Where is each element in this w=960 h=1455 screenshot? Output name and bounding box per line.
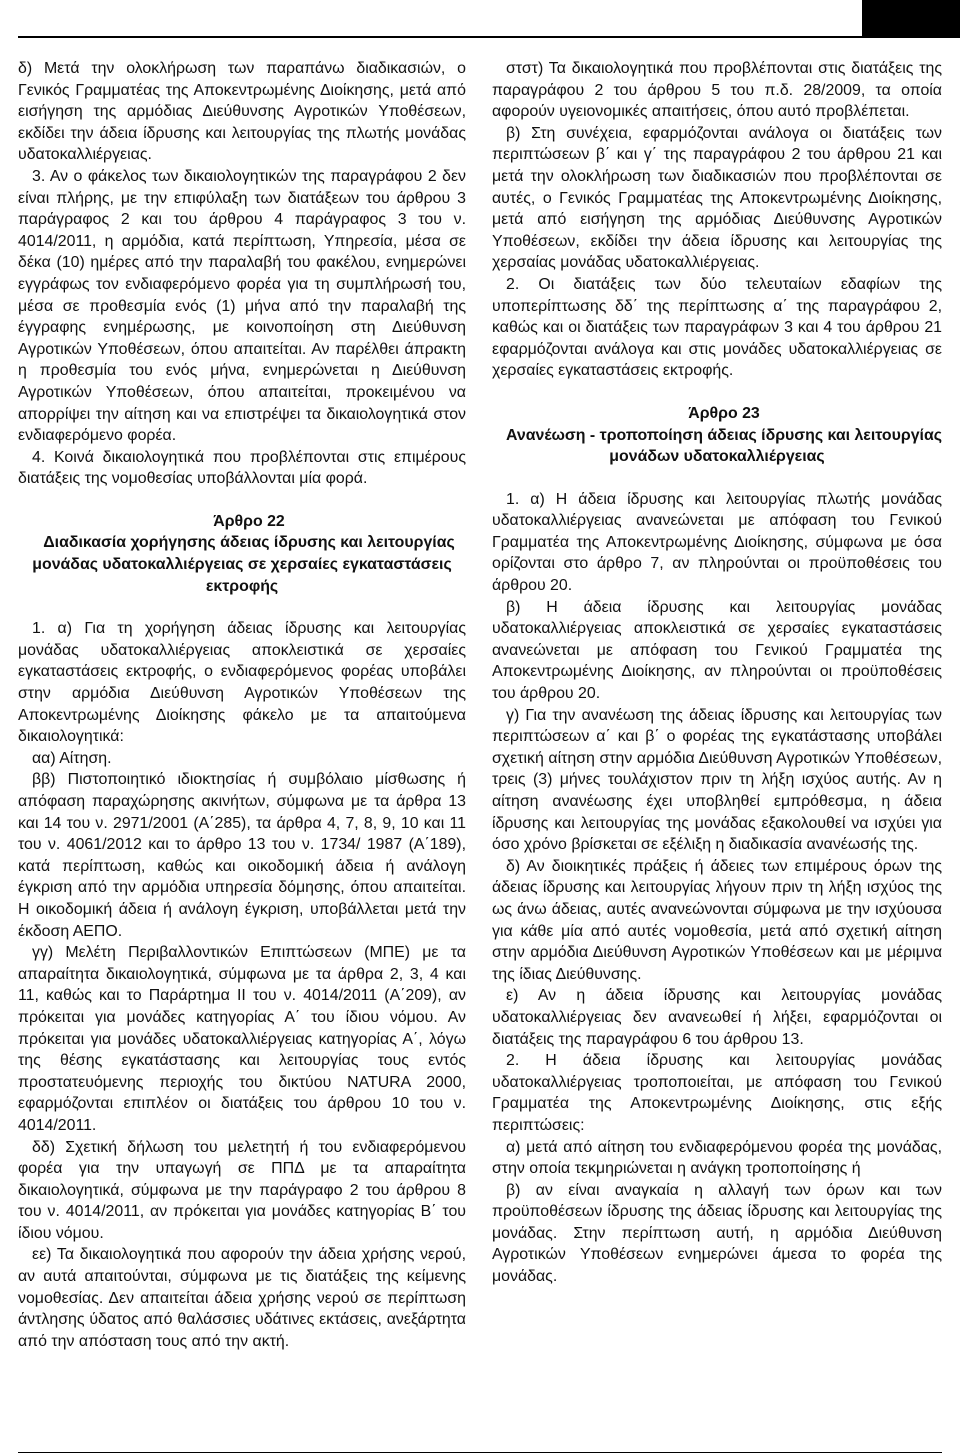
header-rule [18, 36, 922, 38]
paragraph: α) μετά από αίτηση του ενδιαφερόμενου φορέα της μονάδας, στην οποία τεκμηριώνεται η ανάγκη τροποποίησης ή [492, 1138, 942, 1178]
paragraph: εε) Τα δικαιολογητικά που αφορούν την άδεια χρήσης νερού, αν αυτά απαιτούνται, σύμφωνα με τις διατάξεις της κείμενης νομοθεσίας. Δεν απαιτείται άδεια χρήσης νερού σε περίπτωση άντλησης ύδατος από θαλάσσιες υδάτινες εκτάσεις, ανεξάρτητα από την απόσταση τους από την ακτή. [18, 1246, 466, 1350]
paragraph: β) αν είναι αναγκαία η αλλαγή των όρων και των προϋποθέσεων ίδρυσης της άδειας ίδρυσης και λειτουργίας της μονάδας. Στην περίπτωση αυτή, η αρμόδια Διεύθυνση Αγροτικών Υποθέσεων ενημερώνει άμεσα το φορέα της μονάδας. [492, 1181, 942, 1286]
article-22-title: Διαδικασία χορήγησης άδειας ίδρυσης και λειτουργίας μονάδας υδατοκαλλιέργειας σε χερσαίες εγκαταστάσεις εκτροφής [32, 534, 455, 595]
paragraph: 1. α) Η άδεια ίδρυσης και λειτουργίας πλωτής μονάδας υδατοκαλλιέργειας ανανεώνεται με απόφαση του Γενικού Γραμματέα της Αποκεντρωμένης Διοίκησης, σύμφωνα με όσα ορίζονται στο άρθρο 7, αν πληρούνται οι προϋποθέσεις του άρθρου 20. [492, 490, 942, 595]
article-23-number: Άρθρο 23 [688, 404, 760, 422]
paragraph: δ) Μετά την ολοκλήρωση των παραπάνω διαδικασιών, ο Γενικός Γραμματέας της Αποκεντρωμένης Διοίκησης, μετά από εισήγηση της αρμόδιας Διεύθυνσης Αγροτικών Υποθέσεων, εκδίδει την άδεια ίδρυσης και λειτουργίας της πλωτής μονάδας υδατοκαλλιέργειας. [18, 60, 466, 164]
paragraph: δ) Αν διοικητικές πράξεις ή άδειες των επιμέρους όρων της άδειας ίδρυσης και λειτουργίας λήγουν πριν τη λήξη ισχύος της ως άνω άδειας, αυτές ανανεώνονται σύμφωνα με την ισχύουσα για κάθε μία από αυτές νομοθεσία, μετά από σχετική αίτηση στην αρμόδια Διεύθυνση Αγροτικών Υποθέσεων και με μέριμνα της ίδιας Διεύθυνσης. [492, 857, 942, 983]
article-22-number: Άρθρο 22 [213, 512, 285, 530]
paragraph: 4. Κοινά δικαιολογητικά που προβλέπονται στις επιμέρους διατάξεις της νομοθεσίας υποβάλλονται μία φορά. [18, 448, 466, 488]
article-23-title: Ανανέωση - τροποποίηση άδειας ίδρυσης και λειτουργίας μονάδων υδατοκαλλιέργειας [506, 426, 942, 466]
right-column [492, 58, 942, 1288]
paragraph: γγ) Μελέτη Περιβαλλοντικών Επιπτώσεων (ΜΠΕ) με τα απαραίτητα δικαιολογητικά, σύμφωνα με τα άρθρα 2, 3, 4 και 11, καθώς και το Παράρτημα ΙΙ του ν. 4014/2011 (Α΄209), αν πρόκειται για μονάδες κατηγορίας Α΄ του ίδιου νόμου. Αν πρόκειται για μονάδες υδατοκαλλιέργειας κατηγορίας Α΄, λόγω της θέσης εγκατάστασης και λειτουργίας τους εντός προστατευόμενης περιοχής του δικτύου NATURA 2000, εφαρμόζονται επιπλέον οι διατάξεις του άρθρου 10 του ν. 4014/2011. [18, 944, 466, 1134]
paragraph: 2. Η άδεια ίδρυσης και λειτουργίας μονάδας υδατοκαλλιέργειας τροποποιείται, με απόφαση του Γενικού Γραμματέα της Αποκεντρωμένης Διοίκησης, στις εξής περιπτώσεις: [492, 1052, 942, 1134]
footer-rule [18, 1452, 942, 1453]
paragraph: δδ) Σχετική δήλωση του μελετητή ή του ενδιαφερόμενου φορέα για την υπαγωγή σε ΠΠΔ με τα απαραίτητα δικαιολογητικά, σύμφωνα με την παράγραφο 2 του άρθρου 8 του ν. 4014/2011, αν πρόκειται για μονάδες κατηγορίας Β΄ του ίδιου νόμου. [18, 1138, 466, 1242]
page-header [0, 0, 960, 38]
paragraph: 3. Αν ο φάκελος των δικαιολογητικών της παραγράφου 2 δεν είναι πλήρης, με την επιφύλαξη των διατάξεων του άρθρου 3 παράγραφος 2 και του άρθρου 4 παράγραφος 3 του ν. 4014/2011, η αρμόδια, κατά περίπτωση, Υπηρεσία, μέσα σε δέκα (10) ημέρες από την παραλαβή του φακέλου, ενημερώνει εγγράφως τον ενδιαφερόμενο φορέα για τη συμπλήρωσή του, μέσα σε προθεσμία ενός (1) μήνα από την παραλαβή της έγγραφης ενημέρωσης, με κοινοποίηση στη Διεύθυνση Αγροτικών Υποθέσεων, όπου απαιτείται. Αν παρέλθει άπρακτη η προθεσμία του ενός μήνα, ενημερώνεται η Διεύθυνση Αγροτικών Υποθέσεων, όπου απαιτείται, προκειμένου να απορρίψει την αίτηση και να επιστρέψει τα δικαιολογητικά στον ενδιαφερόμενο φορέα. [18, 167, 466, 445]
paragraph: αα) Αίτηση. [32, 749, 112, 767]
header-black-box [862, 0, 960, 38]
paragraph: 2. Οι διατάξεις των δύο τελευταίων εδαφίων της υποπερίπτωσης δδ΄ της περίπτωσης α΄ της παραγράφου 2, καθώς και οι διατάξεις των παραγράφων 3 και 4 του άρθρου 21 εφαρμόζονται ανάλογα και στις μονάδες υδατοκαλλιέργειας σε χερσαίες εγκαταστάσεις εκτροφής. [492, 275, 942, 380]
paragraph: στστ) Τα δικαιολογητικά που προβλέπονται στις διατάξεις της παραγράφου 2 του άρθρου 5 του π.δ. 28/2009, τα οποία αφορούν υγειονομικές απαιτήσεις, όπου αυτό προβλέπεται. [492, 60, 942, 121]
paragraph: 1. α) Για τη χορήγηση άδειας ίδρυσης και λειτουργίας μονάδας υδατοκαλλιέργειας αποκλειστικά σε χερσαίες εγκαταστάσεις εκτροφής, ο ενδιαφερόμενος φορέας υποβάλει στην αρμόδια Διεύθυνση Αγροτικών Υποθέσεων της Αποκεντρωμένης Διοίκησης φάκελο με τα απαιτούμενα δικαιολογητικά: [18, 620, 466, 746]
paragraph: ε) Αν η άδεια ίδρυσης και λειτουργίας μονάδας υδατοκαλλιέργειας δεν ανανεωθεί ή λήξει, εφαρμόζονται οι διατάξεις της παραγράφου 6 του άρθρου 13. [492, 987, 942, 1048]
paragraph: ββ) Πιστοποιητικό ιδιοκτησίας ή συμβόλαιο μίσθωσης ή απόφαση παραχώρησης ακινήτων, σύμφωνα με τα άρθρα 13 και 14 του ν. 2971/2001 (Α΄285), τα άρθρα 4, 7, 8, 9, 10 και 11 του ν. 4061/2012 και το άρθρο 13 του ν. 1734/ 1987 (Α΄189), κατά περίπτωση, καθώς και οικοδομική άδεια ή ανάλογη έγκριση από την αρμόδια υπηρεσία δόμησης, όπου απαιτείται. Η οικοδομική άδεια ή ανάλογη έγκριση, υποβάλλεται μετά την έκδοση ΑΕΠΟ. [18, 771, 466, 940]
paragraph: β) Η άδεια ίδρυσης και λειτουργίας μονάδας υδατοκαλλιέργειας αποκλειστικά σε χερσαίες εγκαταστάσεις ανανεώνεται με απόφαση του Γενικού Γραμματέα της Αποκεντρωμένης Διοίκησης, αν πληρούνται οι προϋποθέσεις του άρθρου 20. [492, 598, 942, 703]
paragraph: γ) Για την ανανέωση της άδειας ίδρυσης και λειτουργίας των περιπτώσεων α΄ και β΄ ο φορέας της εγκατάστασης υποβάλει σχετική αίτηση στην αρμόδια Διεύθυνση Αγροτικών Υποθέσεων, τρεις (3) μήνες τουλάχιστον πριν τη λήξη ισχύος αυτής. Αν η αίτηση ανανέωσης έχει υποβληθεί εμπρόθεσμα, η άδεια ίδρυσης και λειτουργίας της μονάδας εξακολουθεί να ισχύει για όσο χρόνο βρίσκεται σε εξέλιξη η διαδικασία ανανέωσής της. [492, 706, 942, 854]
left-column [18, 58, 466, 1352]
paragraph: β) Στη συνέχεια, εφαρμόζονται ανάλογα οι διατάξεις των περιπτώσεων β΄ και γ΄ της παραγράφου 2 του άρθρου 21 και μετά την ολοκλήρωση των διαδικασιών που προβλέπονται σε αυτές, ο Γενικός Γραμματέας της Αποκεντρωμένης Διοίκησης, μετά από εισήγηση της αρμόδιας Διεύθυνσης Αγροτικών Υποθέσεων, εκδίδει την άδεια ίδρυσης και λειτουργίας της χερσαίας μονάδας υδατοκαλλιέργειας. [492, 124, 942, 272]
